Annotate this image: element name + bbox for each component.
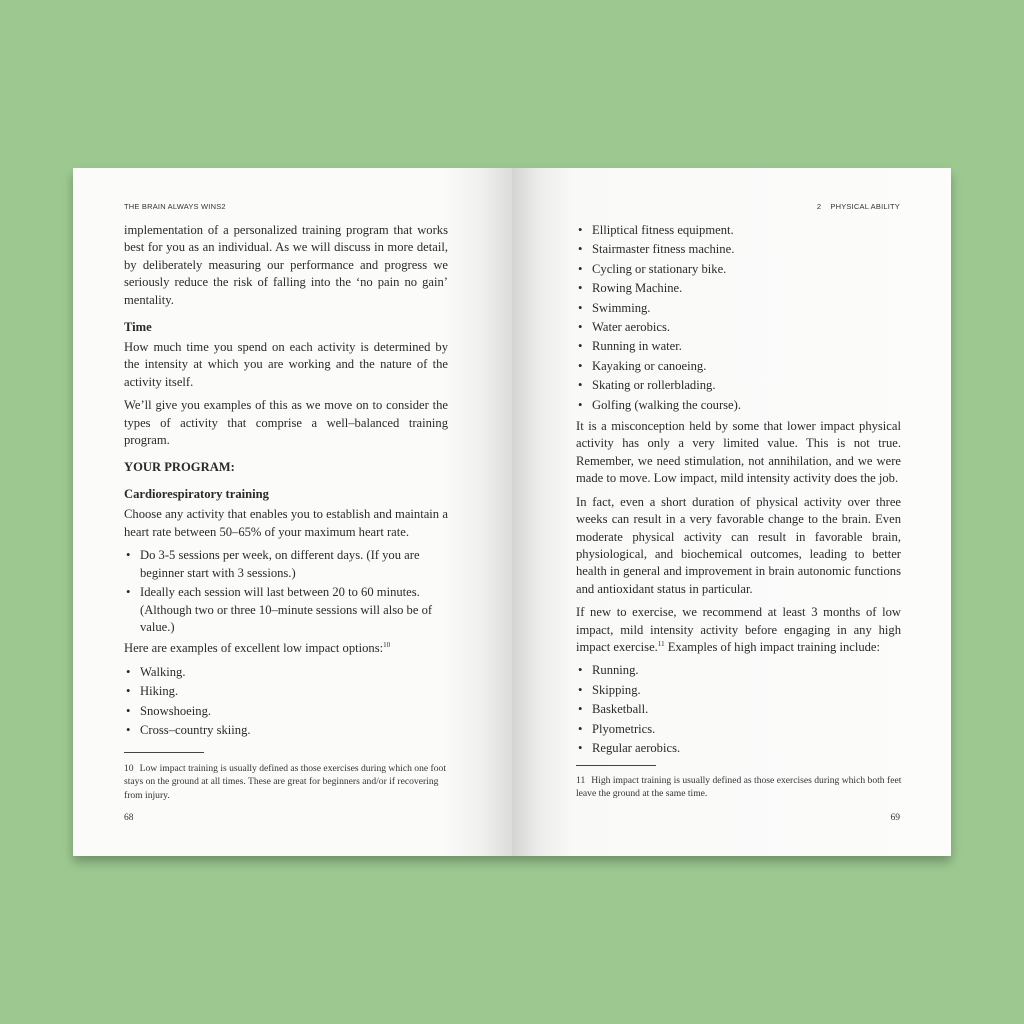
right-body: [576, 222, 901, 761]
paragraph-text: Examples of high impact training include:: [664, 639, 881, 654]
session-list: [124, 547, 448, 636]
bullet-icon: •: [126, 722, 131, 737]
list-item-text: Walking.: [140, 664, 186, 679]
list-item-text: Skating or rollerblading.: [592, 378, 716, 393]
list-item: [576, 280, 901, 297]
bullet-icon: •: [578, 721, 583, 736]
low-impact-list: [124, 664, 448, 740]
list-item: [576, 319, 901, 336]
left-body: [124, 222, 448, 743]
list-item-text: Running.: [592, 663, 639, 678]
paragraph: [576, 604, 901, 656]
open-book: [73, 168, 951, 856]
list-item: [576, 701, 901, 718]
list-item-text: Skipping.: [592, 682, 641, 697]
list-item-text: Snowshoeing.: [140, 703, 212, 718]
list-item: [576, 358, 901, 375]
list-item: [576, 261, 901, 278]
list-item-text: Regular aerobics.: [592, 740, 681, 755]
bullet-icon: •: [578, 663, 583, 678]
list-item-text: Basketball.: [592, 702, 649, 717]
list-item-text: Kayaking or canoeing.: [592, 358, 707, 373]
low-impact-list-continued: [576, 222, 901, 414]
list-item: [576, 682, 901, 699]
left-running-head: THE BRAIN ALWAYS WINS2: [124, 202, 226, 211]
high-impact-list: [576, 662, 901, 757]
list-item: [576, 338, 901, 355]
paragraph: We’ll give you examples of this as we move on to consider the types of activity that comprise a well–balanced training program.: [124, 398, 448, 448]
footnote-ref: 10: [383, 641, 391, 650]
heading-time: Time: [124, 320, 152, 335]
bullet-icon: •: [126, 664, 131, 679]
heading-cardiorespiratory: Cardiorespiratory training: [124, 487, 269, 502]
list-item-text: Golfing (walking the course).: [592, 397, 741, 412]
bullet-icon: •: [126, 548, 131, 563]
paragraph-text: Here are examples of excellent low impact options:: [124, 641, 384, 656]
bullet-icon: •: [578, 702, 583, 717]
list-item: [124, 703, 448, 720]
left-page: [73, 168, 512, 856]
list-item: [124, 664, 448, 681]
bullet-icon: •: [578, 223, 583, 237]
bullet-icon: •: [578, 242, 583, 257]
paragraph: [124, 640, 448, 657]
heading-your-program: YOUR PROGRAM:: [124, 460, 235, 475]
list-item-text: Cycling or stationary bike.: [592, 261, 727, 276]
list-item-text: Stairmaster fitness machine.: [592, 242, 735, 257]
list-item: [576, 300, 901, 317]
list-item: [124, 722, 448, 739]
bullet-icon: •: [578, 339, 583, 354]
paragraph-text: If new to exercise, we recommend at least 3 months of low impact, mild intensity activity before engaging in any high impact exercise.: [576, 605, 901, 654]
footnote-text: Low impact training is usually defined as those exercises during which one foot stays on the ground at all times. These are great for beginners and/or if recovering from injury.: [124, 763, 446, 801]
footnote-divider: [124, 752, 204, 753]
bullet-icon: •: [126, 585, 131, 600]
footnote-number: 10: [124, 763, 134, 774]
footnote-number: 11: [576, 775, 586, 786]
right-page: [512, 168, 951, 856]
list-item: [576, 377, 901, 394]
bullet-icon: •: [578, 300, 583, 315]
right-running-head: 2 PHYSICAL ABILITY: [816, 202, 900, 211]
bullet-icon: •: [578, 261, 583, 276]
list-item: [576, 740, 901, 757]
paragraph: Choose any activity that enables you to establish and maintain a heart rate between 50–65% of your maximum heart rate.: [124, 507, 448, 539]
list-item-text: Do 3-5 sessions per week, on different days. (If you are beginner start with 3 sessions.): [140, 548, 420, 580]
list-item: [576, 241, 901, 258]
bullet-icon: •: [578, 740, 583, 755]
list-item-text: Water aerobics.: [592, 320, 671, 335]
list-item-text: Hiking.: [140, 684, 179, 699]
footnote: [576, 774, 906, 801]
bullet-icon: •: [578, 358, 583, 373]
paragraph: implementation of a personalized training program that works best for you as an individual. As we will discuss in more detail, by deliberately measuring our performance and progress we seriously reduce the risk of falling into the ‘no pain no gain’ mentality.: [124, 223, 448, 307]
list-item-text: Ideally each session will last between 20 to 60 minutes. (Although two or three 10–minute sessions will also be of value.): [140, 585, 433, 634]
footnote-divider: [576, 765, 656, 766]
paragraph: How much time you spend on each activity is determined by the intensity at which you are working and the nature of the activity itself.: [124, 340, 448, 389]
list-item-text: Elliptical fitness equipment.: [592, 223, 734, 237]
list-item-text: Plyometrics.: [592, 721, 656, 736]
bullet-icon: •: [578, 682, 583, 697]
list-item: [576, 721, 901, 738]
bullet-icon: •: [578, 320, 583, 335]
footnote-text: High impact training is usually defined as those exercises during which both feet leave the ground at the same time.: [576, 775, 902, 800]
list-item-text: Rowing Machine.: [592, 281, 683, 296]
bullet-icon: •: [126, 684, 131, 699]
bullet-icon: •: [578, 281, 583, 296]
list-item-text: Cross–country skiing.: [140, 722, 251, 737]
list-item: [124, 584, 448, 636]
list-item: [576, 662, 901, 679]
list-item: [576, 397, 901, 414]
footnote-ref: 11: [657, 639, 665, 648]
bullet-icon: •: [578, 397, 583, 412]
list-item-text: Running in water.: [592, 339, 682, 354]
page-number: 68: [124, 813, 134, 823]
list-item: [576, 222, 901, 239]
list-item: [124, 547, 448, 582]
paragraph: It is a misconception held by some that lower impact physical activity has only a very limited value. This is not true. Remember, we need stimulation, not annihilation, and we were made to move. Low impact, mild intensity activity does the job.: [576, 419, 901, 486]
bullet-icon: •: [126, 703, 131, 718]
page-number: 69: [890, 813, 900, 823]
bullet-icon: •: [578, 378, 583, 393]
paragraph: In fact, even a short duration of physical activity over three weeks can result in a very favorable change to the brain. Even moderate physical activity can result in favorable brain, physiological, and biochemical outcomes, leading to better health in general and improvement in brain autonomic functions and antioxidant status in particular.: [576, 494, 901, 596]
list-item: [124, 683, 448, 700]
list-item-text: Swimming.: [592, 300, 651, 315]
footnote: [124, 762, 454, 802]
